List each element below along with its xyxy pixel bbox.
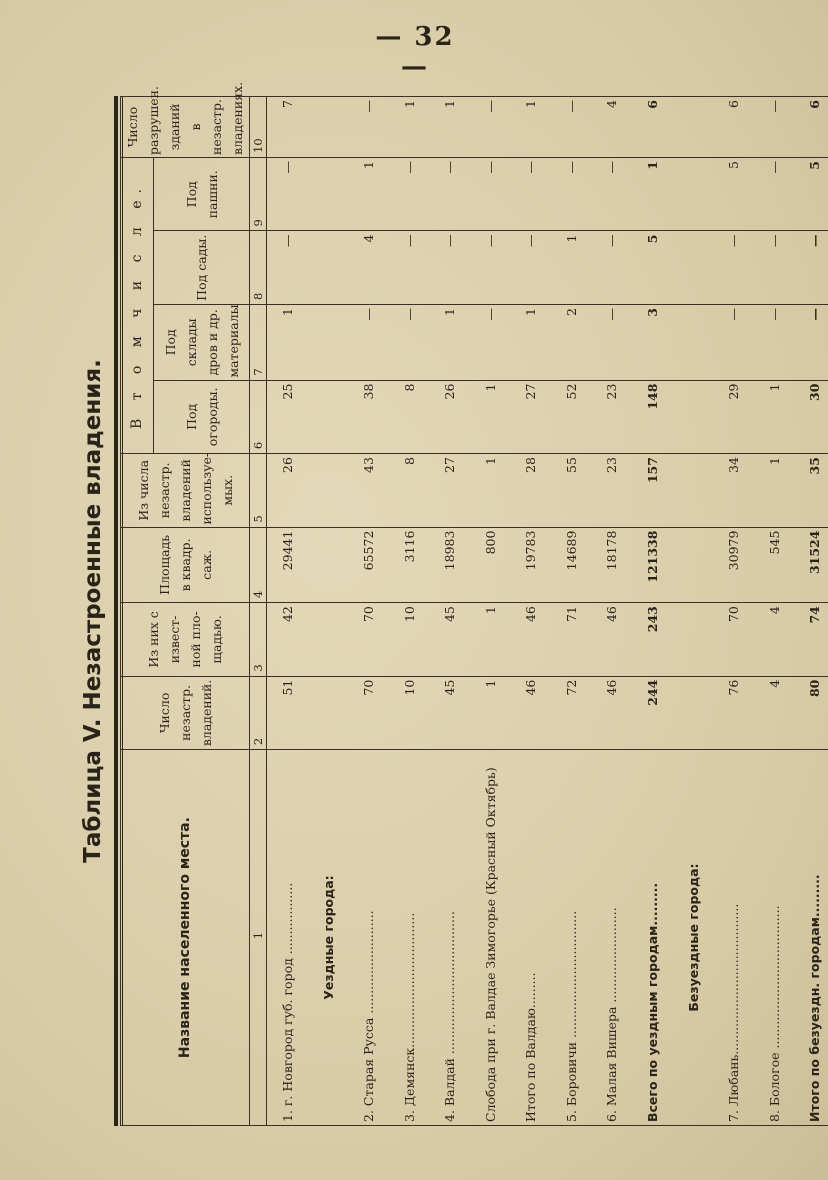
cell-c3: 74 (794, 603, 828, 676)
cell-c6: 29 (713, 380, 754, 453)
table-row (754, 97, 795, 1126)
cell-c6: 52 (551, 380, 592, 453)
empty-cell (308, 97, 349, 158)
cell-c3: 70 (713, 603, 754, 676)
section-row (308, 97, 349, 1126)
cell-c5: 157 (632, 454, 673, 527)
table-body (267, 97, 828, 1126)
table-caption: Таблица V. Незастроенные владения. (80, 359, 106, 863)
cell-c5: 55 (551, 454, 592, 527)
empty-cell (673, 158, 714, 232)
cell-c9: — (754, 158, 795, 232)
cell-c10: 7 (267, 97, 308, 158)
cell-c4: 29441 (267, 527, 308, 603)
cell-c3: 46 (511, 603, 552, 676)
header-name: Название населенного места. (121, 750, 250, 1126)
row-name: 2. Старая Русса .......................... (348, 750, 389, 1126)
empty-cell (308, 676, 349, 749)
empty-cell (673, 454, 714, 527)
cell-c3: 243 (632, 603, 673, 676)
cell-c2: 46 (592, 676, 633, 749)
cell-c9: — (551, 158, 592, 232)
row-name: Всего по уездным городам......... (632, 750, 673, 1126)
cell-c2: 1 (470, 676, 511, 749)
data-table (120, 81, 828, 1126)
cell-c6: 30 (794, 380, 828, 453)
cell-c9: 5 (713, 158, 754, 232)
cell-c10: 6 (632, 97, 673, 158)
table-row (592, 97, 633, 1126)
header-c9: Под пашни. (154, 158, 250, 232)
cell-c7: — (794, 304, 828, 380)
cell-c8: — (794, 231, 828, 304)
cell-c5: 34 (713, 454, 754, 527)
cell-c7: — (713, 304, 754, 380)
cell-c6: 148 (632, 380, 673, 453)
empty-cell (308, 231, 349, 304)
cell-c10: — (470, 97, 511, 158)
table-row (429, 97, 470, 1126)
empty-cell (673, 380, 714, 453)
cell-c4: 800 (470, 527, 511, 603)
cell-c6: 23 (592, 380, 633, 453)
cell-c2: 70 (348, 676, 389, 749)
cell-c7: 2 (551, 304, 592, 380)
row-name: 5. Боровичи ................................ (551, 750, 592, 1126)
cell-c9: — (429, 158, 470, 232)
colnum: 3 (250, 603, 267, 676)
cell-c5: 27 (429, 454, 470, 527)
cell-c5: 28 (511, 454, 552, 527)
cell-c5: 26 (267, 454, 308, 527)
cell-c5: 23 (592, 454, 633, 527)
row-name: Итого по безуездн. городам......... (794, 750, 828, 1126)
cell-c2: 10 (389, 676, 430, 749)
cell-c10: 1 (511, 97, 552, 158)
cell-c9: — (470, 158, 511, 232)
row-name: 4. Валдай .................................... (429, 750, 470, 1126)
cell-c4: 18983 (429, 527, 470, 603)
row-name: 1. г. Новгород губ. город .................. (267, 750, 308, 1126)
cell-c9: — (511, 158, 552, 232)
cell-c7: — (470, 304, 511, 380)
page-number: — 32 — (375, 22, 455, 82)
header-c6: Под огороды. (154, 380, 250, 453)
cell-c5: 8 (389, 454, 430, 527)
cell-c7: — (754, 304, 795, 380)
colnum: 6 (250, 380, 267, 453)
cell-c2: 244 (632, 676, 673, 749)
header-c5: Из числа незастр. владений используе- мых. (121, 454, 250, 527)
cell-c10: 1 (389, 97, 430, 158)
cell-c3: 46 (592, 603, 633, 676)
empty-cell (673, 676, 714, 749)
cell-c7: 1 (511, 304, 552, 380)
header-c4: Площадь в квадр. саж. (121, 527, 250, 603)
cell-c3: 10 (389, 603, 430, 676)
section-row (673, 97, 714, 1126)
cell-c9: 1 (632, 158, 673, 232)
row-name: 3. Демянск.................................. (389, 750, 430, 1126)
cell-c6: 8 (389, 380, 430, 453)
table-row (470, 97, 511, 1126)
cell-c4: 545 (754, 527, 795, 603)
cell-c10: 1 (429, 97, 470, 158)
header-c2: Число незастр. владений. (121, 676, 250, 749)
table-row (713, 97, 754, 1126)
cell-c2: 46 (511, 676, 552, 749)
empty-cell (308, 603, 349, 676)
cell-c8: 5 (632, 231, 673, 304)
cell-c9: — (592, 158, 633, 232)
cell-c10: — (754, 97, 795, 158)
cell-c3: 1 (470, 603, 511, 676)
empty-cell (673, 231, 714, 304)
colnum: 9 (250, 158, 267, 232)
cell-c6: 1 (470, 380, 511, 453)
colnum: 10 (250, 97, 267, 158)
cell-c8: — (389, 231, 430, 304)
row-name: Слобода при г. Валдае Зимогорье (Красный Октябрь) (470, 750, 511, 1126)
cell-c7: 1 (429, 304, 470, 380)
cell-c10: — (551, 97, 592, 158)
cell-c6: 26 (429, 380, 470, 453)
table-row (389, 97, 430, 1126)
column-number-row (250, 97, 267, 1126)
cell-c4: 65572 (348, 527, 389, 603)
cell-c8: 4 (348, 231, 389, 304)
empty-cell (308, 454, 349, 527)
empty-cell (673, 527, 714, 603)
row-name: 6. Малая Вишера ........................ (592, 750, 633, 1126)
cell-c5: 1 (754, 454, 795, 527)
cell-c7: 1 (267, 304, 308, 380)
cell-c4: 30979 (713, 527, 754, 603)
cell-c5: 1 (470, 454, 511, 527)
cell-c8: — (511, 231, 552, 304)
empty-cell (308, 527, 349, 603)
cell-c7: — (389, 304, 430, 380)
cell-c9: — (389, 158, 430, 232)
cell-c5: 43 (348, 454, 389, 527)
cell-c3: 42 (267, 603, 308, 676)
cell-c4: 3116 (389, 527, 430, 603)
table-row (632, 97, 673, 1126)
outer-rule (114, 96, 118, 1126)
section-title: Уездные города: (308, 750, 349, 1126)
cell-c8: — (754, 231, 795, 304)
cell-c2: 51 (267, 676, 308, 749)
colnum: 5 (250, 454, 267, 527)
colnum: 7 (250, 304, 267, 380)
cell-c2: 80 (794, 676, 828, 749)
empty-cell (673, 304, 714, 380)
row-name: 8. Бологое .................................... (754, 750, 795, 1126)
cell-c3: 45 (429, 603, 470, 676)
table-row (551, 97, 592, 1126)
header-c10: Число разрушен. зданий в незастр. владениях. (121, 97, 250, 158)
colnum: 8 (250, 231, 267, 304)
cell-c9: — (267, 158, 308, 232)
cell-c8: — (592, 231, 633, 304)
cell-c6: 27 (511, 380, 552, 453)
colnum: 2 (250, 676, 267, 749)
cell-c8: — (713, 231, 754, 304)
empty-cell (308, 158, 349, 232)
cell-c8: 1 (551, 231, 592, 304)
cell-c10: 6 (794, 97, 828, 158)
header-c3: Из них с извест- ной пло- щадью. (121, 603, 250, 676)
empty-cell (673, 97, 714, 158)
cell-c9: 5 (794, 158, 828, 232)
cell-c3: 70 (348, 603, 389, 676)
cell-c5: 35 (794, 454, 828, 527)
cell-c6: 1 (754, 380, 795, 453)
cell-c10: 4 (592, 97, 633, 158)
cell-c8: — (429, 231, 470, 304)
cell-c4: 31524 (794, 527, 828, 603)
table-row (267, 97, 308, 1126)
header-c7: Под склады дров и др. материалы (154, 304, 250, 380)
cell-c7: — (348, 304, 389, 380)
cell-c4: 14689 (551, 527, 592, 603)
cell-c6: 38 (348, 380, 389, 453)
cell-c10: — (348, 97, 389, 158)
row-name: 7. Любань...................................... (713, 750, 754, 1126)
cell-c3: 71 (551, 603, 592, 676)
header-group: В т о м ч и с л е. (121, 158, 154, 454)
row-name: Итого по Валдаю......... (511, 750, 552, 1126)
cell-c9: 1 (348, 158, 389, 232)
table-row (794, 97, 828, 1126)
cell-c7: — (592, 304, 633, 380)
colnum: 4 (250, 527, 267, 603)
cell-c2: 45 (429, 676, 470, 749)
section-title: Безуездные города: (673, 750, 714, 1126)
cell-c6: 25 (267, 380, 308, 453)
colnum: 1 (250, 750, 267, 1126)
cell-c10: 6 (713, 97, 754, 158)
table-row (511, 97, 552, 1126)
cell-c4: 18178 (592, 527, 633, 603)
cell-c2: 4 (754, 676, 795, 749)
header-c8: Под сады. (154, 231, 250, 304)
cell-c8: — (470, 231, 511, 304)
empty-cell (308, 380, 349, 453)
cell-c7: 3 (632, 304, 673, 380)
cell-c4: 19783 (511, 527, 552, 603)
empty-cell (673, 603, 714, 676)
cell-c2: 72 (551, 676, 592, 749)
table-row (348, 97, 389, 1126)
cell-c2: 76 (713, 676, 754, 749)
cell-c4: 121338 (632, 527, 673, 603)
empty-cell (308, 304, 349, 380)
cell-c8: — (267, 231, 308, 304)
cell-c3: 4 (754, 603, 795, 676)
rotated-table-block (80, 81, 826, 1126)
